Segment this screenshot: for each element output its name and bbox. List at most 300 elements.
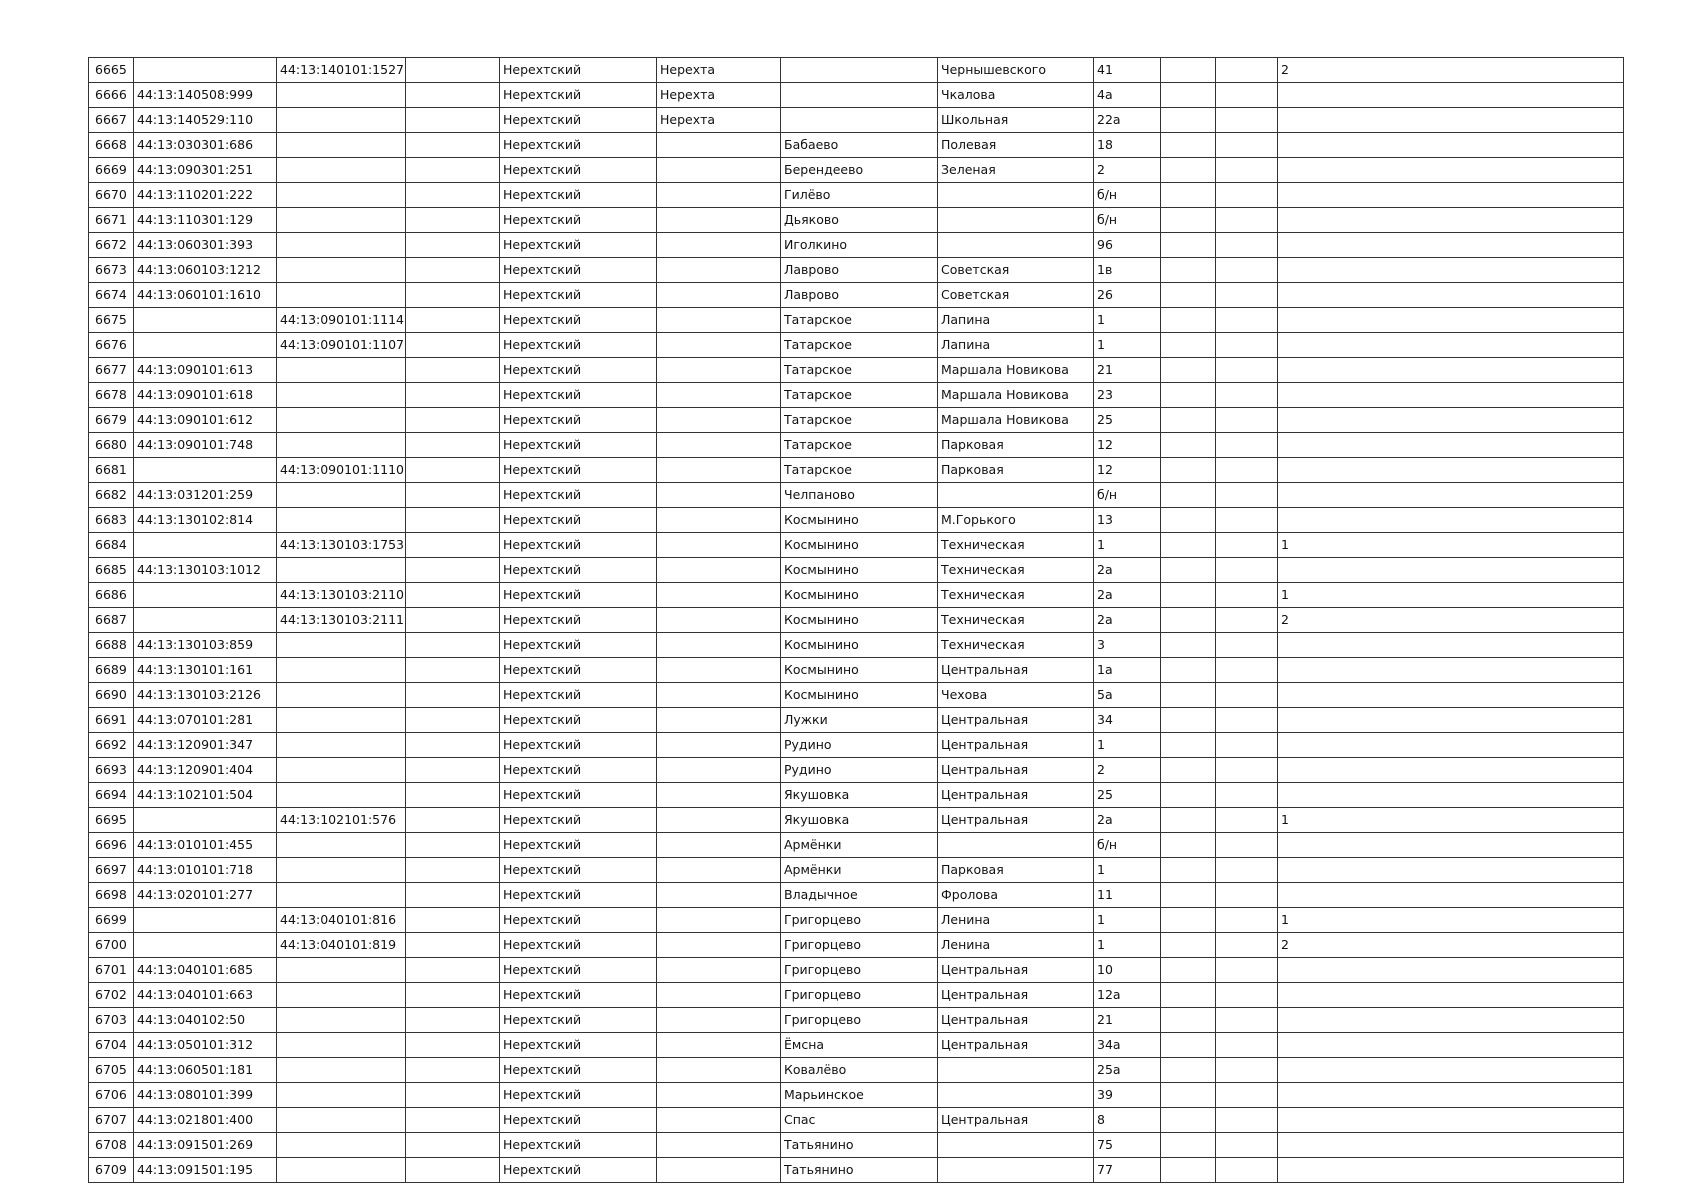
street-cell: Зеленая [938, 158, 1094, 183]
district-cell: Нерехтский [500, 458, 657, 483]
structure-cell [1216, 158, 1278, 183]
cadastral-number-alt-cell [277, 708, 406, 733]
cadastral-number-alt-cell [277, 408, 406, 433]
row-number-cell: 6708 [89, 1133, 134, 1158]
apartment-cell [1278, 258, 1624, 283]
street-cell: Центральная [938, 658, 1094, 683]
row-number-cell: 6685 [89, 558, 134, 583]
cadastral-number-alt-cell [277, 758, 406, 783]
building-cell [1161, 608, 1216, 633]
building-cell [1161, 783, 1216, 808]
empty-cell [406, 458, 500, 483]
table-row [89, 208, 1624, 233]
building-cell [1161, 58, 1216, 83]
settlement-cell: Космынино [781, 558, 938, 583]
district-cell: Нерехтский [500, 758, 657, 783]
street-cell: Техническая [938, 633, 1094, 658]
building-cell [1161, 883, 1216, 908]
cadastral-number-cell: 44:13:080101:399 [134, 1083, 277, 1108]
house-cell: 2а [1094, 808, 1161, 833]
structure-cell [1216, 533, 1278, 558]
building-cell [1161, 558, 1216, 583]
district-cell: Нерехтский [500, 158, 657, 183]
empty-cell [406, 433, 500, 458]
house-cell: 21 [1094, 358, 1161, 383]
table-row [89, 158, 1624, 183]
city-cell [657, 383, 781, 408]
apartment-cell [1278, 1033, 1624, 1058]
settlement-cell: Космынино [781, 533, 938, 558]
row-number-cell: 6686 [89, 583, 134, 608]
empty-cell [406, 758, 500, 783]
cadastral-number-cell: 44:13:040101:663 [134, 983, 277, 1008]
table-row [89, 733, 1624, 758]
table-row [89, 758, 1624, 783]
row-number-cell: 6677 [89, 358, 134, 383]
apartment-cell [1278, 83, 1624, 108]
building-cell [1161, 433, 1216, 458]
district-cell: Нерехтский [500, 258, 657, 283]
street-cell: Центральная [938, 733, 1094, 758]
city-cell [657, 933, 781, 958]
empty-cell [406, 783, 500, 808]
row-number-cell: 6699 [89, 908, 134, 933]
cadastral-number-cell [134, 908, 277, 933]
cadastral-number-cell: 44:13:090301:251 [134, 158, 277, 183]
settlement-cell: Космынино [781, 608, 938, 633]
building-cell [1161, 708, 1216, 733]
empty-cell [406, 683, 500, 708]
empty-cell [406, 708, 500, 733]
empty-cell [406, 983, 500, 1008]
cadastral-number-alt-cell [277, 983, 406, 1008]
district-cell: Нерехтский [500, 333, 657, 358]
apartment-cell [1278, 1008, 1624, 1033]
street-cell: Советская [938, 283, 1094, 308]
city-cell [657, 983, 781, 1008]
cadastral-number-alt-cell [277, 783, 406, 808]
cadastral-number-alt-cell [277, 158, 406, 183]
structure-cell [1216, 583, 1278, 608]
cadastral-number-cell: 44:13:110301:129 [134, 208, 277, 233]
cadastral-number-alt-cell [277, 558, 406, 583]
street-cell: Техническая [938, 558, 1094, 583]
cadastral-number-alt-cell: 44:13:140101:1527 [277, 58, 406, 83]
row-number-cell: 6700 [89, 933, 134, 958]
city-cell [657, 308, 781, 333]
cadastral-number-alt-cell: 44:13:130103:2110 [277, 583, 406, 608]
apartment-cell [1278, 1133, 1624, 1158]
empty-cell [406, 308, 500, 333]
city-cell [657, 133, 781, 158]
district-cell: Нерехтский [500, 633, 657, 658]
building-cell [1161, 683, 1216, 708]
building-cell [1161, 633, 1216, 658]
city-cell [657, 208, 781, 233]
house-cell: 2а [1094, 558, 1161, 583]
settlement-cell: Дьяково [781, 208, 938, 233]
house-cell: 1 [1094, 308, 1161, 333]
city-cell [657, 333, 781, 358]
cadastral-number-alt-cell [277, 1133, 406, 1158]
apartment-cell [1278, 433, 1624, 458]
table-row [89, 633, 1624, 658]
cadastral-number-alt-cell [277, 258, 406, 283]
settlement-cell: Григорцево [781, 908, 938, 933]
house-cell: 96 [1094, 233, 1161, 258]
empty-cell [406, 408, 500, 433]
apartment-cell [1278, 1108, 1624, 1133]
structure-cell [1216, 783, 1278, 808]
street-cell: Центральная [938, 783, 1094, 808]
cadastral-number-alt-cell: 44:13:090101:1107 [277, 333, 406, 358]
empty-cell [406, 1108, 500, 1133]
house-cell: 1 [1094, 933, 1161, 958]
structure-cell [1216, 233, 1278, 258]
settlement-cell: Армёнки [781, 833, 938, 858]
row-number-cell: 6690 [89, 683, 134, 708]
structure-cell [1216, 908, 1278, 933]
district-cell: Нерехтский [500, 308, 657, 333]
city-cell [657, 733, 781, 758]
street-cell [938, 1058, 1094, 1083]
city-cell [657, 958, 781, 983]
cadastral-number-cell: 44:13:140508:999 [134, 83, 277, 108]
building-cell [1161, 1133, 1216, 1158]
table-row [89, 133, 1624, 158]
house-cell: 12 [1094, 433, 1161, 458]
settlement-cell [781, 58, 938, 83]
district-cell: Нерехтский [500, 108, 657, 133]
row-number-cell: 6705 [89, 1058, 134, 1083]
row-number-cell: 6697 [89, 858, 134, 883]
district-cell: Нерехтский [500, 708, 657, 733]
settlement-cell: Лаврово [781, 258, 938, 283]
cadastral-number-alt-cell [277, 633, 406, 658]
apartment-cell [1278, 1158, 1624, 1183]
cadastral-number-alt-cell [277, 733, 406, 758]
apartment-cell: 1 [1278, 908, 1624, 933]
building-cell [1161, 533, 1216, 558]
building-cell [1161, 208, 1216, 233]
apartment-cell [1278, 733, 1624, 758]
empty-cell [406, 1133, 500, 1158]
table-row [89, 483, 1624, 508]
apartment-cell [1278, 158, 1624, 183]
district-cell: Нерехтский [500, 408, 657, 433]
house-cell: 2а [1094, 583, 1161, 608]
row-number-cell: 6691 [89, 708, 134, 733]
cadastral-number-cell: 44:13:060103:1212 [134, 258, 277, 283]
house-cell: 34а [1094, 1033, 1161, 1058]
district-cell: Нерехтский [500, 933, 657, 958]
row-number-cell: 6670 [89, 183, 134, 208]
apartment-cell: 1 [1278, 808, 1624, 833]
house-cell: 1а [1094, 658, 1161, 683]
building-cell [1161, 658, 1216, 683]
district-cell: Нерехтский [500, 958, 657, 983]
row-number-cell: 6706 [89, 1083, 134, 1108]
structure-cell [1216, 333, 1278, 358]
cadastral-number-cell: 44:13:090101:748 [134, 433, 277, 458]
district-cell: Нерехтский [500, 83, 657, 108]
table-row [89, 958, 1624, 983]
settlement-cell: Татарское [781, 308, 938, 333]
street-cell: Центральная [938, 1108, 1094, 1133]
apartment-cell [1278, 833, 1624, 858]
structure-cell [1216, 458, 1278, 483]
house-cell: 10 [1094, 958, 1161, 983]
building-cell [1161, 283, 1216, 308]
empty-cell [406, 583, 500, 608]
city-cell [657, 283, 781, 308]
cadastral-number-cell [134, 583, 277, 608]
building-cell [1161, 1158, 1216, 1183]
cadastral-number-cell: 44:13:040102:50 [134, 1008, 277, 1033]
building-cell [1161, 158, 1216, 183]
cadastral-number-cell: 44:13:091501:269 [134, 1133, 277, 1158]
settlement-cell: Григорцево [781, 958, 938, 983]
apartment-cell [1278, 958, 1624, 983]
row-number-cell: 6684 [89, 533, 134, 558]
city-cell [657, 508, 781, 533]
street-cell: Центральная [938, 758, 1094, 783]
cadastral-number-alt-cell: 44:13:130103:1753 [277, 533, 406, 558]
street-cell: Школьная [938, 108, 1094, 133]
cadastral-number-alt-cell [277, 108, 406, 133]
district-cell: Нерехтский [500, 908, 657, 933]
house-cell: 12 [1094, 458, 1161, 483]
house-cell: 25а [1094, 1058, 1161, 1083]
building-cell [1161, 933, 1216, 958]
structure-cell [1216, 383, 1278, 408]
apartment-cell [1278, 283, 1624, 308]
settlement-cell: Гилёво [781, 183, 938, 208]
district-cell: Нерехтский [500, 833, 657, 858]
row-number-cell: 6702 [89, 983, 134, 1008]
house-cell: 25 [1094, 783, 1161, 808]
empty-cell [406, 358, 500, 383]
district-cell: Нерехтский [500, 133, 657, 158]
cadastral-number-cell: 44:13:090101:618 [134, 383, 277, 408]
structure-cell [1216, 358, 1278, 383]
structure-cell [1216, 708, 1278, 733]
street-cell: Советская [938, 258, 1094, 283]
city-cell: Нерехта [657, 58, 781, 83]
structure-cell [1216, 83, 1278, 108]
empty-cell [406, 508, 500, 533]
cadastral-number-alt-cell [277, 683, 406, 708]
street-cell: Парковая [938, 433, 1094, 458]
table-row [89, 308, 1624, 333]
cadastral-number-cell: 44:13:090101:613 [134, 358, 277, 383]
house-cell: 75 [1094, 1133, 1161, 1158]
cadastral-number-alt-cell [277, 1033, 406, 1058]
settlement-cell: Рудино [781, 733, 938, 758]
district-cell: Нерехтский [500, 683, 657, 708]
city-cell [657, 658, 781, 683]
district-cell: Нерехтский [500, 733, 657, 758]
city-cell [657, 1008, 781, 1033]
table-row [89, 708, 1624, 733]
house-cell: 23 [1094, 383, 1161, 408]
structure-cell [1216, 183, 1278, 208]
cadastral-number-alt-cell [277, 658, 406, 683]
table-row [89, 558, 1624, 583]
structure-cell [1216, 1008, 1278, 1033]
apartment-cell: 1 [1278, 583, 1624, 608]
settlement-cell: Бабаево [781, 133, 938, 158]
apartment-cell [1278, 483, 1624, 508]
empty-cell [406, 133, 500, 158]
table-row [89, 58, 1624, 83]
table-row [89, 833, 1624, 858]
street-cell: Техническая [938, 533, 1094, 558]
settlement-cell: Якушовка [781, 808, 938, 833]
settlement-cell: Марьинское [781, 1083, 938, 1108]
empty-cell [406, 333, 500, 358]
table-row [89, 1058, 1624, 1083]
empty-cell [406, 933, 500, 958]
street-cell: Чкалова [938, 83, 1094, 108]
city-cell [657, 233, 781, 258]
building-cell [1161, 383, 1216, 408]
house-cell: 2 [1094, 758, 1161, 783]
table-row [89, 408, 1624, 433]
cadastral-number-cell: 44:13:060501:181 [134, 1058, 277, 1083]
city-cell [657, 833, 781, 858]
city-cell [657, 683, 781, 708]
district-cell: Нерехтский [500, 1008, 657, 1033]
settlement-cell [781, 83, 938, 108]
house-cell: 39 [1094, 1083, 1161, 1108]
cadastral-number-cell: 44:13:050101:312 [134, 1033, 277, 1058]
city-cell [657, 758, 781, 783]
house-cell: 3 [1094, 633, 1161, 658]
apartment-cell [1278, 783, 1624, 808]
street-cell: Парковая [938, 458, 1094, 483]
house-cell: 18 [1094, 133, 1161, 158]
empty-cell [406, 483, 500, 508]
street-cell: Маршала Новикова [938, 358, 1094, 383]
table-row [89, 383, 1624, 408]
city-cell [657, 858, 781, 883]
row-number-cell: 6672 [89, 233, 134, 258]
house-cell: б/н [1094, 833, 1161, 858]
district-cell: Нерехтский [500, 1133, 657, 1158]
city-cell [657, 583, 781, 608]
district-cell: Нерехтский [500, 558, 657, 583]
district-cell: Нерехтский [500, 183, 657, 208]
empty-cell [406, 633, 500, 658]
district-cell: Нерехтский [500, 658, 657, 683]
structure-cell [1216, 308, 1278, 333]
street-cell: Центральная [938, 808, 1094, 833]
cadastral-number-alt-cell: 44:13:090101:1110 [277, 458, 406, 483]
district-cell: Нерехтский [500, 1158, 657, 1183]
cadastral-number-cell: 44:13:110201:222 [134, 183, 277, 208]
apartment-cell [1278, 1058, 1624, 1083]
empty-cell [406, 1058, 500, 1083]
street-cell: Центральная [938, 708, 1094, 733]
settlement-cell: Татарское [781, 458, 938, 483]
table-row [89, 608, 1624, 633]
structure-cell [1216, 133, 1278, 158]
cadastral-number-cell: 44:13:060301:393 [134, 233, 277, 258]
table-row [89, 258, 1624, 283]
building-cell [1161, 483, 1216, 508]
city-cell [657, 358, 781, 383]
apartment-cell [1278, 758, 1624, 783]
district-cell: Нерехтский [500, 383, 657, 408]
city-cell [657, 483, 781, 508]
row-number-cell: 6704 [89, 1033, 134, 1058]
city-cell [657, 1083, 781, 1108]
street-cell: Центральная [938, 1033, 1094, 1058]
cadastral-number-alt-cell [277, 383, 406, 408]
empty-cell [406, 1008, 500, 1033]
structure-cell [1216, 683, 1278, 708]
settlement-cell: Челпаново [781, 483, 938, 508]
house-cell: 22а [1094, 108, 1161, 133]
empty-cell [406, 258, 500, 283]
structure-cell [1216, 433, 1278, 458]
street-cell: Лапина [938, 333, 1094, 358]
district-cell: Нерехтский [500, 233, 657, 258]
cadastral-number-alt-cell [277, 858, 406, 883]
building-cell [1161, 908, 1216, 933]
house-cell: 25 [1094, 408, 1161, 433]
empty-cell [406, 908, 500, 933]
table-row [89, 108, 1624, 133]
building-cell [1161, 1083, 1216, 1108]
structure-cell [1216, 1133, 1278, 1158]
structure-cell [1216, 933, 1278, 958]
city-cell [657, 1108, 781, 1133]
structure-cell [1216, 883, 1278, 908]
empty-cell [406, 733, 500, 758]
house-cell: 1 [1094, 858, 1161, 883]
building-cell [1161, 133, 1216, 158]
street-cell [938, 208, 1094, 233]
row-number-cell: 6703 [89, 1008, 134, 1033]
cadastral-number-alt-cell: 44:13:040101:816 [277, 908, 406, 933]
cadastral-number-cell: 44:13:070101:281 [134, 708, 277, 733]
apartment-cell [1278, 1083, 1624, 1108]
structure-cell [1216, 658, 1278, 683]
settlement-cell: Лаврово [781, 283, 938, 308]
building-cell [1161, 258, 1216, 283]
building-cell [1161, 808, 1216, 833]
table-row [89, 533, 1624, 558]
cadastral-number-cell: 44:13:140529:110 [134, 108, 277, 133]
cadastral-number-cell [134, 458, 277, 483]
empty-cell [406, 658, 500, 683]
apartment-cell [1278, 383, 1624, 408]
building-cell [1161, 83, 1216, 108]
apartment-cell [1278, 308, 1624, 333]
table-row [89, 683, 1624, 708]
city-cell [657, 908, 781, 933]
apartment-cell [1278, 683, 1624, 708]
settlement-cell: Спас [781, 1108, 938, 1133]
street-cell [938, 183, 1094, 208]
district-cell: Нерехтский [500, 508, 657, 533]
house-cell: 13 [1094, 508, 1161, 533]
district-cell: Нерехтский [500, 983, 657, 1008]
structure-cell [1216, 508, 1278, 533]
building-cell [1161, 958, 1216, 983]
